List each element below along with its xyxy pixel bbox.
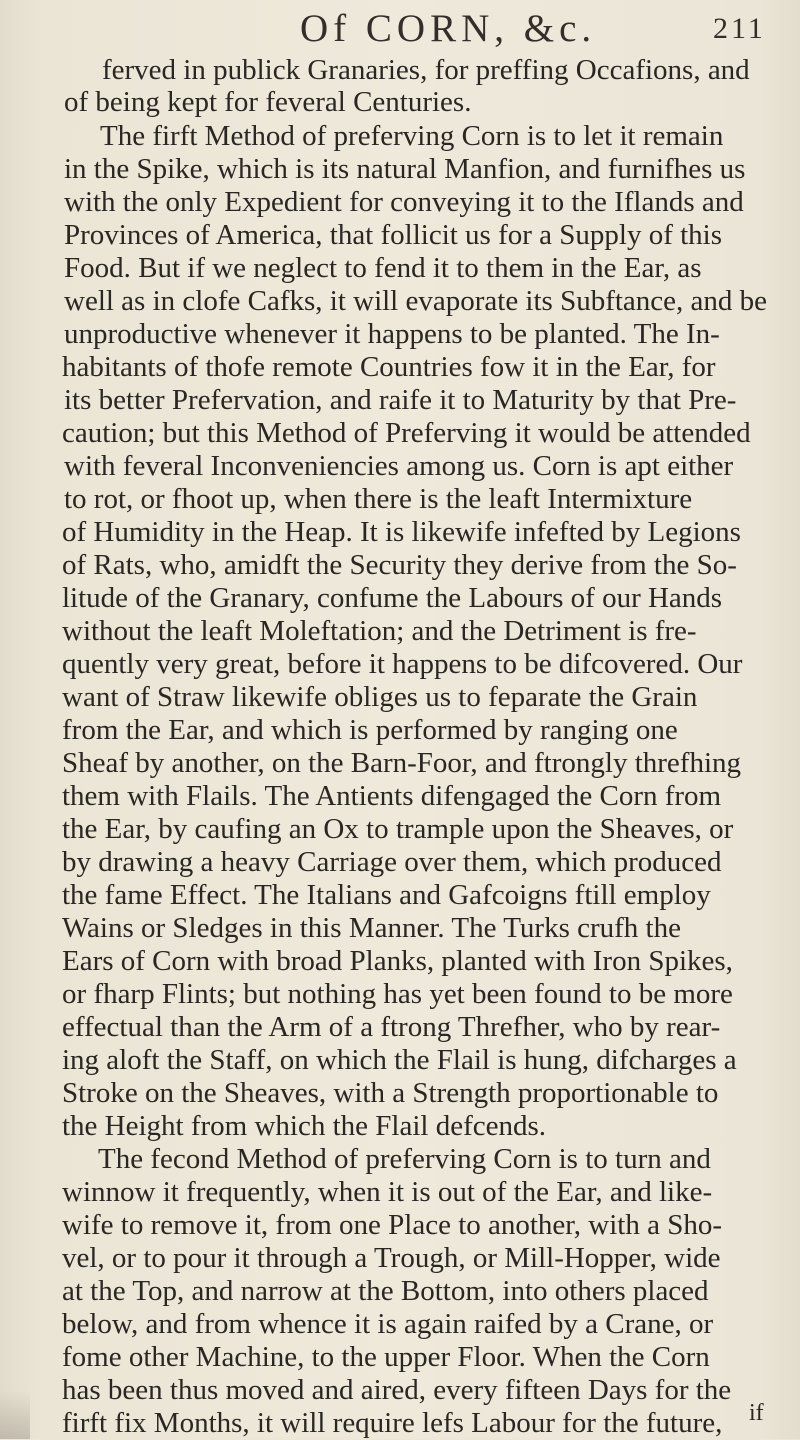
text-line: with the only Expedient for conveying it to the Iflands and [64, 186, 744, 218]
text-line: ing aloft the Staff, on which the Flail is hung, difcharges a [62, 1044, 737, 1076]
text-line: Stroke on the Sheaves, with a Strength proportionable to [62, 1077, 719, 1109]
text-line: without the leaft Moleftation; and the Detriment is fre- [62, 615, 697, 647]
text-line: unproductive whenever it happens to be planted. The In- [64, 318, 720, 350]
text-line: the Height from which the Flail defcends. [62, 1110, 547, 1142]
text-line: wife to remove it, from one Place to another, with a Sho- [62, 1209, 723, 1241]
text-line: by drawing a heavy Carriage over them, which produced [62, 846, 722, 878]
text-line: habitants of thofe remote Countries fow it in the Ear, for [62, 351, 716, 383]
text-line: the fame Effect. The Italians and Gafcoigns ftill employ [62, 879, 711, 911]
text-line: firft fix Months, it will require lefs Labour for the future, [62, 1407, 723, 1439]
text-line: at the Top, and narrow at the Bottom, into others placed [62, 1275, 709, 1307]
text-line: want of Straw likewife obliges us to feparate the Grain [62, 681, 698, 713]
text-line: of being kept for feveral Centuries. [64, 86, 472, 118]
text-line: The firft Method of preferving Corn is to let it remain [100, 120, 724, 152]
text-line: effectual than the Arm of a ftrong Threfher, who by rear- [62, 1011, 721, 1043]
text-line: in the Spike, which is its natural Manfion, and furnifhes us [64, 153, 746, 185]
running-head: Of CORN, &c. [300, 7, 597, 50]
text-line: Food. But if we neglect to fend it to them in the Ear, as [64, 252, 702, 284]
text-line: The fecond Method of preferving Corn is to turn and [98, 1143, 711, 1175]
text-line: has been thus moved and aired, every fifteen Days for the [62, 1374, 732, 1406]
page-header [0, 6, 800, 50]
text-line: from the Ear, and which is performed by ranging one [62, 714, 678, 746]
page-number: 211 [713, 12, 766, 45]
text-line: winnow it frequently, when it is out of the Ear, and like- [62, 1176, 713, 1208]
text-line: ferved in publick Granaries, for preffing Occafions, and [102, 54, 750, 86]
text-line: of Rats, who, amidft the Security they derive from the So- [62, 549, 737, 581]
text-line: its better Prefervation, and raife it to Maturity by that Pre- [64, 384, 737, 416]
text-line: the Ear, by caufing an Ox to trample upon the Sheaves, or [62, 813, 734, 845]
text-line: litude of the Granary, confume the Labours of our Hands [62, 582, 723, 614]
text-line: with feveral Inconveniencies among us. Corn is apt either [64, 450, 734, 482]
page-edge-shadow [0, 1390, 30, 1439]
text-line: or fharp Flints; but nothing has yet been found to be more [62, 978, 733, 1010]
text-line: of Humidity in the Heap. It is likewife infefted by Legions [62, 516, 741, 548]
text-line: vel, or to pour it through a Trough, or Mill-Hopper, wide [62, 1242, 721, 1274]
text-line: Provinces of America, that follicit us for a Supply of this [64, 219, 723, 251]
text-line: well as in clofe Cafks, it will evaporate its Subftance, and be [64, 285, 768, 317]
text-line: fome other Machine, to the upper Floor. When the Corn [62, 1341, 710, 1373]
text-line: them with Flails. The Antients difengaged the Corn from [62, 780, 722, 812]
text-line: to rot, or fhoot up, when there is the leaft Intermixture [64, 483, 693, 515]
text-line: Ears of Corn with broad Planks, planted with Iron Spikes, [62, 945, 733, 977]
catchword: if [749, 1400, 764, 1426]
text-line: caution; but this Method of Preferving it would be attended [62, 417, 751, 449]
text-line: quently very great, before it happens to be difcovered. Our [62, 648, 743, 680]
text-line: below, and from whence it is again raifed by a Crane, or [62, 1308, 714, 1340]
text-line: Wains or Sledges in this Manner. The Turks crufh the [62, 912, 681, 944]
text-line: Sheaf by another, on the Barn-Foor, and ftrongly threfhing [62, 747, 742, 779]
